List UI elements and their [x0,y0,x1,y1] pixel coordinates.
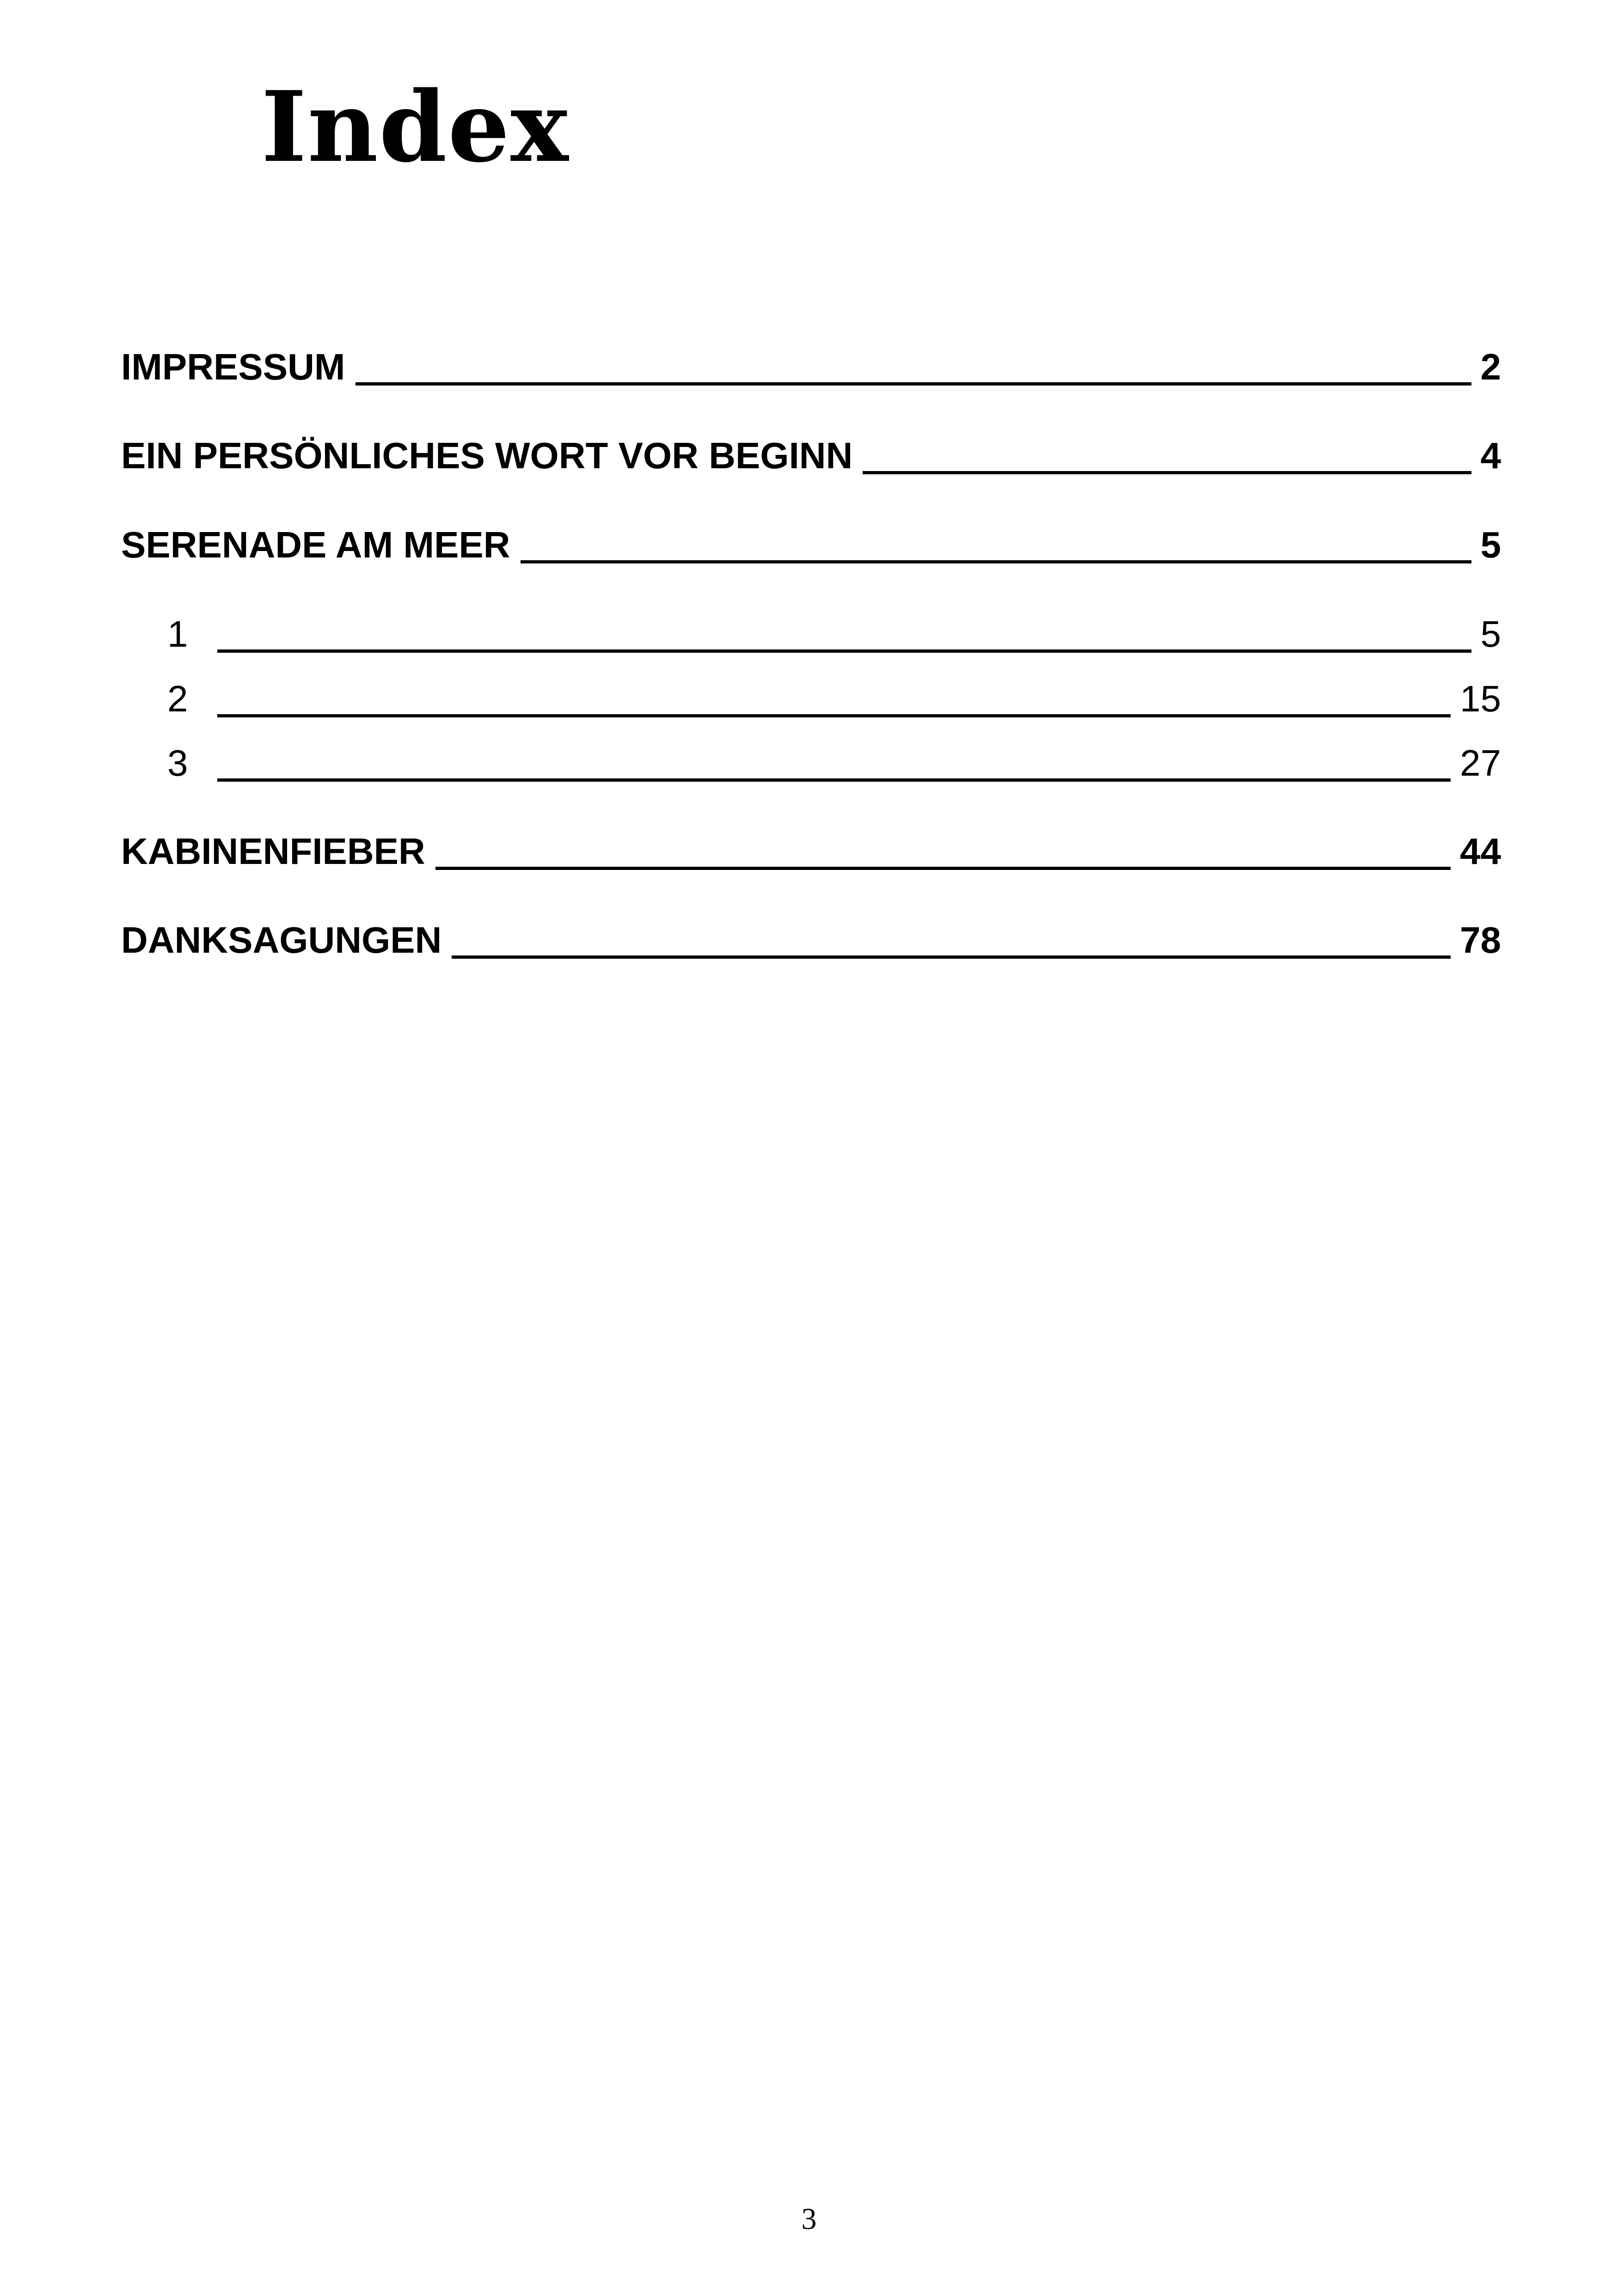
toc-leader-line [217,649,1471,653]
toc-entry-danksagungen[interactable] [121,906,1501,961]
toc-entry-label: SERENADE AM MEER [121,524,510,565]
toc-entry-label: EIN PERSÖNLICHES WORT VOR BEGINN [121,435,853,476]
toc-entry-persoenliches-wort[interactable] [121,422,1501,477]
toc-entry-page: 15 [1460,678,1501,719]
toc-leader-line [217,778,1451,782]
toc-subentry-2[interactable] [121,665,1501,720]
toc-entry-kabinenfieber[interactable] [121,817,1501,873]
toc-leader-line [863,471,1471,474]
toc-entry-page: 44 [1460,831,1501,872]
toc-leader-line [435,867,1451,870]
toc-entry-page: 5 [1480,613,1501,655]
toc-entry-label: KABINENFIEBER [121,831,425,872]
toc-entry-serenade-am-meer[interactable] [121,511,1501,566]
toc-entry-page: 2 [1480,346,1501,387]
page-number: 3 [801,2202,817,2236]
toc-entry-impressum[interactable] [121,333,1501,388]
toc-entry-page: 27 [1460,742,1501,784]
toc-entry-page: 4 [1480,435,1501,476]
toc-entry-page: 78 [1460,919,1501,961]
toc-entry-page: 5 [1480,524,1501,565]
toc-leader-line [355,382,1471,386]
toc-leader-line [217,714,1451,717]
toc-subentry-3[interactable] [121,729,1501,784]
toc-leader-line [452,955,1451,959]
toc-entry-label: 3 [167,742,188,784]
toc-leader-line [521,560,1471,563]
toc-entry-label: DANKSAGUNGEN [121,919,442,961]
toc-entry-label: IMPRESSUM [121,346,345,387]
page-title: Index [261,70,570,184]
toc-subentry-1[interactable] [121,600,1501,655]
toc-entry-label: 1 [167,613,188,655]
toc-entry-label: 2 [167,678,188,719]
